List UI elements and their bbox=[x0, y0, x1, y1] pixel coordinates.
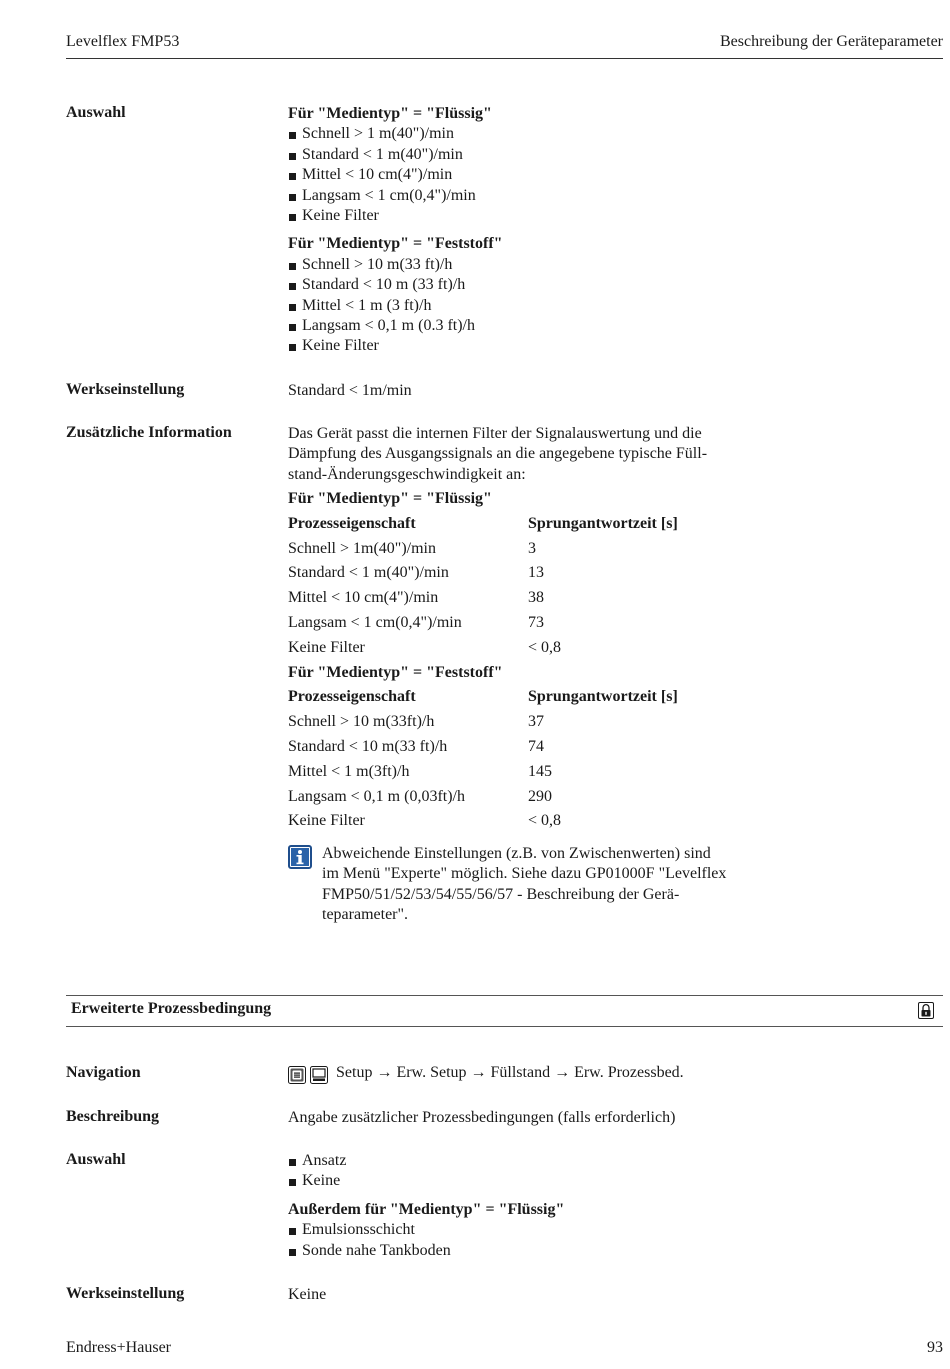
table-row bbox=[288, 586, 728, 611]
table-cell: Keine Filter bbox=[288, 638, 365, 656]
section-rule-top bbox=[66, 995, 943, 996]
list-item: Sonde nahe Tankboden bbox=[288, 1241, 748, 1261]
table-header-row bbox=[288, 512, 728, 537]
header-chapter-title: Beschreibung der Geräteparameter bbox=[720, 33, 943, 50]
navigation-icons bbox=[288, 1066, 328, 1084]
feststoff-list bbox=[288, 255, 748, 357]
werkseinstellung-label: Werkseinstellung bbox=[66, 381, 185, 398]
table-row bbox=[288, 760, 728, 785]
table-cell: 74 bbox=[528, 737, 544, 755]
operating-menu-icon bbox=[288, 1066, 306, 1084]
table-cell: Mittel < 10 cm(4")/min bbox=[288, 589, 439, 607]
table-row bbox=[288, 785, 728, 810]
table-cell: 38 bbox=[528, 589, 544, 607]
auswahl-label: Auswahl bbox=[66, 104, 126, 121]
table-title: Für "Medientyp" = "Flüssig" bbox=[288, 490, 492, 507]
table-cell: 290 bbox=[528, 787, 552, 805]
list-item: Mittel < 1 m (3 ft)/h bbox=[288, 296, 748, 316]
auswahl-options bbox=[288, 104, 748, 357]
table-cell: 13 bbox=[528, 564, 544, 582]
lock-icon bbox=[918, 1002, 934, 1019]
list-item: Keine Filter bbox=[288, 206, 748, 226]
feststoff-heading: Für "Medientyp" = "Feststoff" bbox=[288, 235, 503, 253]
extra-list bbox=[288, 1220, 748, 1261]
table-cell: 37 bbox=[528, 713, 544, 731]
note-line: teparameter". bbox=[322, 906, 409, 924]
werkseinstellung2-label: Werkseinstellung bbox=[66, 1285, 185, 1302]
note-text bbox=[322, 844, 742, 926]
section-rule-bottom bbox=[66, 1026, 943, 1027]
section-title: Erweiterte Prozessbedingung bbox=[71, 1000, 272, 1017]
info-paragraph bbox=[288, 424, 748, 485]
list-item: Mittel < 10 cm(4")/min bbox=[288, 165, 748, 185]
table-cell: Keine Filter bbox=[288, 812, 365, 830]
table-header-row bbox=[288, 685, 728, 710]
info-label: Zusätzliche Information bbox=[66, 424, 232, 441]
werkseinstellung2-value: Keine bbox=[288, 1286, 327, 1303]
table-title-row bbox=[288, 487, 728, 512]
table-cell: Standard < 10 m(33 ft)/h bbox=[288, 737, 448, 755]
table-cell: Schnell > 10 m(33ft)/h bbox=[288, 713, 435, 731]
navigation-path: Setup → Erw. Setup → Füllstand → Erw. Prozessbed. bbox=[336, 1064, 684, 1081]
table-cell: < 0,8 bbox=[528, 812, 562, 830]
info-icon bbox=[288, 845, 312, 869]
table-row bbox=[288, 809, 728, 834]
note-line: FMP50/51/52/53/54/55/56/57 - Beschreibung der Gerä- bbox=[322, 885, 680, 903]
auswahl2-list bbox=[288, 1151, 748, 1192]
table-row bbox=[288, 636, 728, 661]
column-header: Prozesseigenschaft bbox=[288, 514, 416, 532]
table-row bbox=[288, 611, 728, 636]
column-header: Prozesseigenschaft bbox=[288, 688, 416, 706]
beschreibung-value: Angabe zusätzlicher Prozessbedingungen (falls erforderlich) bbox=[288, 1109, 676, 1126]
list-item: Schnell > 10 m(33 ft)/h bbox=[288, 255, 748, 275]
list-item: Keine Filter bbox=[288, 336, 748, 356]
display-menu-icon bbox=[310, 1066, 328, 1084]
paragraph-line: Das Gerät passt die internen Filter der Signalauswertung und die bbox=[288, 425, 702, 442]
list-item: Langsam < 0,1 m (0.3 ft)/h bbox=[288, 316, 748, 336]
column-header: Sprungantwortzeit [s] bbox=[528, 688, 678, 706]
table-row bbox=[288, 537, 728, 562]
auswahl2-label: Auswahl bbox=[66, 1151, 126, 1168]
paragraph-line: stand-Änderungsgeschwindigkeit an: bbox=[288, 465, 526, 483]
table-row bbox=[288, 735, 728, 760]
response-time-table bbox=[288, 487, 728, 834]
table-title-row bbox=[288, 661, 728, 686]
table-cell: Mittel < 1 m(3ft)/h bbox=[288, 762, 410, 780]
fluessig-list bbox=[288, 124, 748, 226]
table-cell: 73 bbox=[528, 613, 544, 631]
note-line: im Menü "Experte" möglich. Siehe dazu GP01000F "Levelflex bbox=[322, 865, 727, 883]
fluessig-heading: Für "Medientyp" = "Flüssig" bbox=[288, 105, 492, 122]
list-item: Langsam < 1 cm(0,4")/min bbox=[288, 186, 748, 206]
list-item: Standard < 10 m (33 ft)/h bbox=[288, 275, 748, 295]
note-line: Abweichende Einstellungen (z.B. von Zwischenwerten) sind bbox=[322, 845, 711, 862]
table-cell: 3 bbox=[528, 539, 536, 557]
table-cell: Langsam < 1 cm(0,4")/min bbox=[288, 613, 462, 631]
header-doc-title: Levelflex FMP53 bbox=[66, 33, 180, 50]
header-rule bbox=[66, 58, 943, 59]
paragraph-line: Dämpfung des Ausgangssignals an die angegebene typische Füll- bbox=[288, 445, 708, 463]
table-cell: Langsam < 0,1 m (0,03ft)/h bbox=[288, 787, 465, 805]
table-cell: < 0,8 bbox=[528, 638, 562, 656]
table-cell: Schnell > 1m(40")/min bbox=[288, 539, 436, 557]
list-item: Emulsionsschicht bbox=[288, 1220, 748, 1240]
extra-heading: Außerdem für "Medientyp" = "Flüssig" bbox=[288, 1200, 565, 1218]
table-title: Für "Medientyp" = "Feststoff" bbox=[288, 663, 503, 681]
auswahl2-options bbox=[288, 1151, 748, 1261]
page-number: 93 bbox=[927, 1339, 943, 1356]
table-cell: 145 bbox=[528, 762, 552, 780]
list-item: Standard < 1 m(40")/min bbox=[288, 145, 748, 165]
werkseinstellung-value: Standard < 1m/min bbox=[288, 382, 412, 399]
list-item: Keine bbox=[288, 1171, 748, 1191]
table-row bbox=[288, 710, 728, 735]
table-row bbox=[288, 561, 728, 586]
beschreibung-label: Beschreibung bbox=[66, 1108, 160, 1125]
column-header: Sprungantwortzeit [s] bbox=[528, 514, 678, 532]
list-item: Schnell > 1 m(40")/min bbox=[288, 124, 748, 144]
table-cell: Standard < 1 m(40")/min bbox=[288, 564, 449, 582]
navigation-label: Navigation bbox=[66, 1064, 141, 1081]
list-item: Ansatz bbox=[288, 1151, 748, 1171]
footer-company: Endress+Hauser bbox=[66, 1339, 171, 1356]
